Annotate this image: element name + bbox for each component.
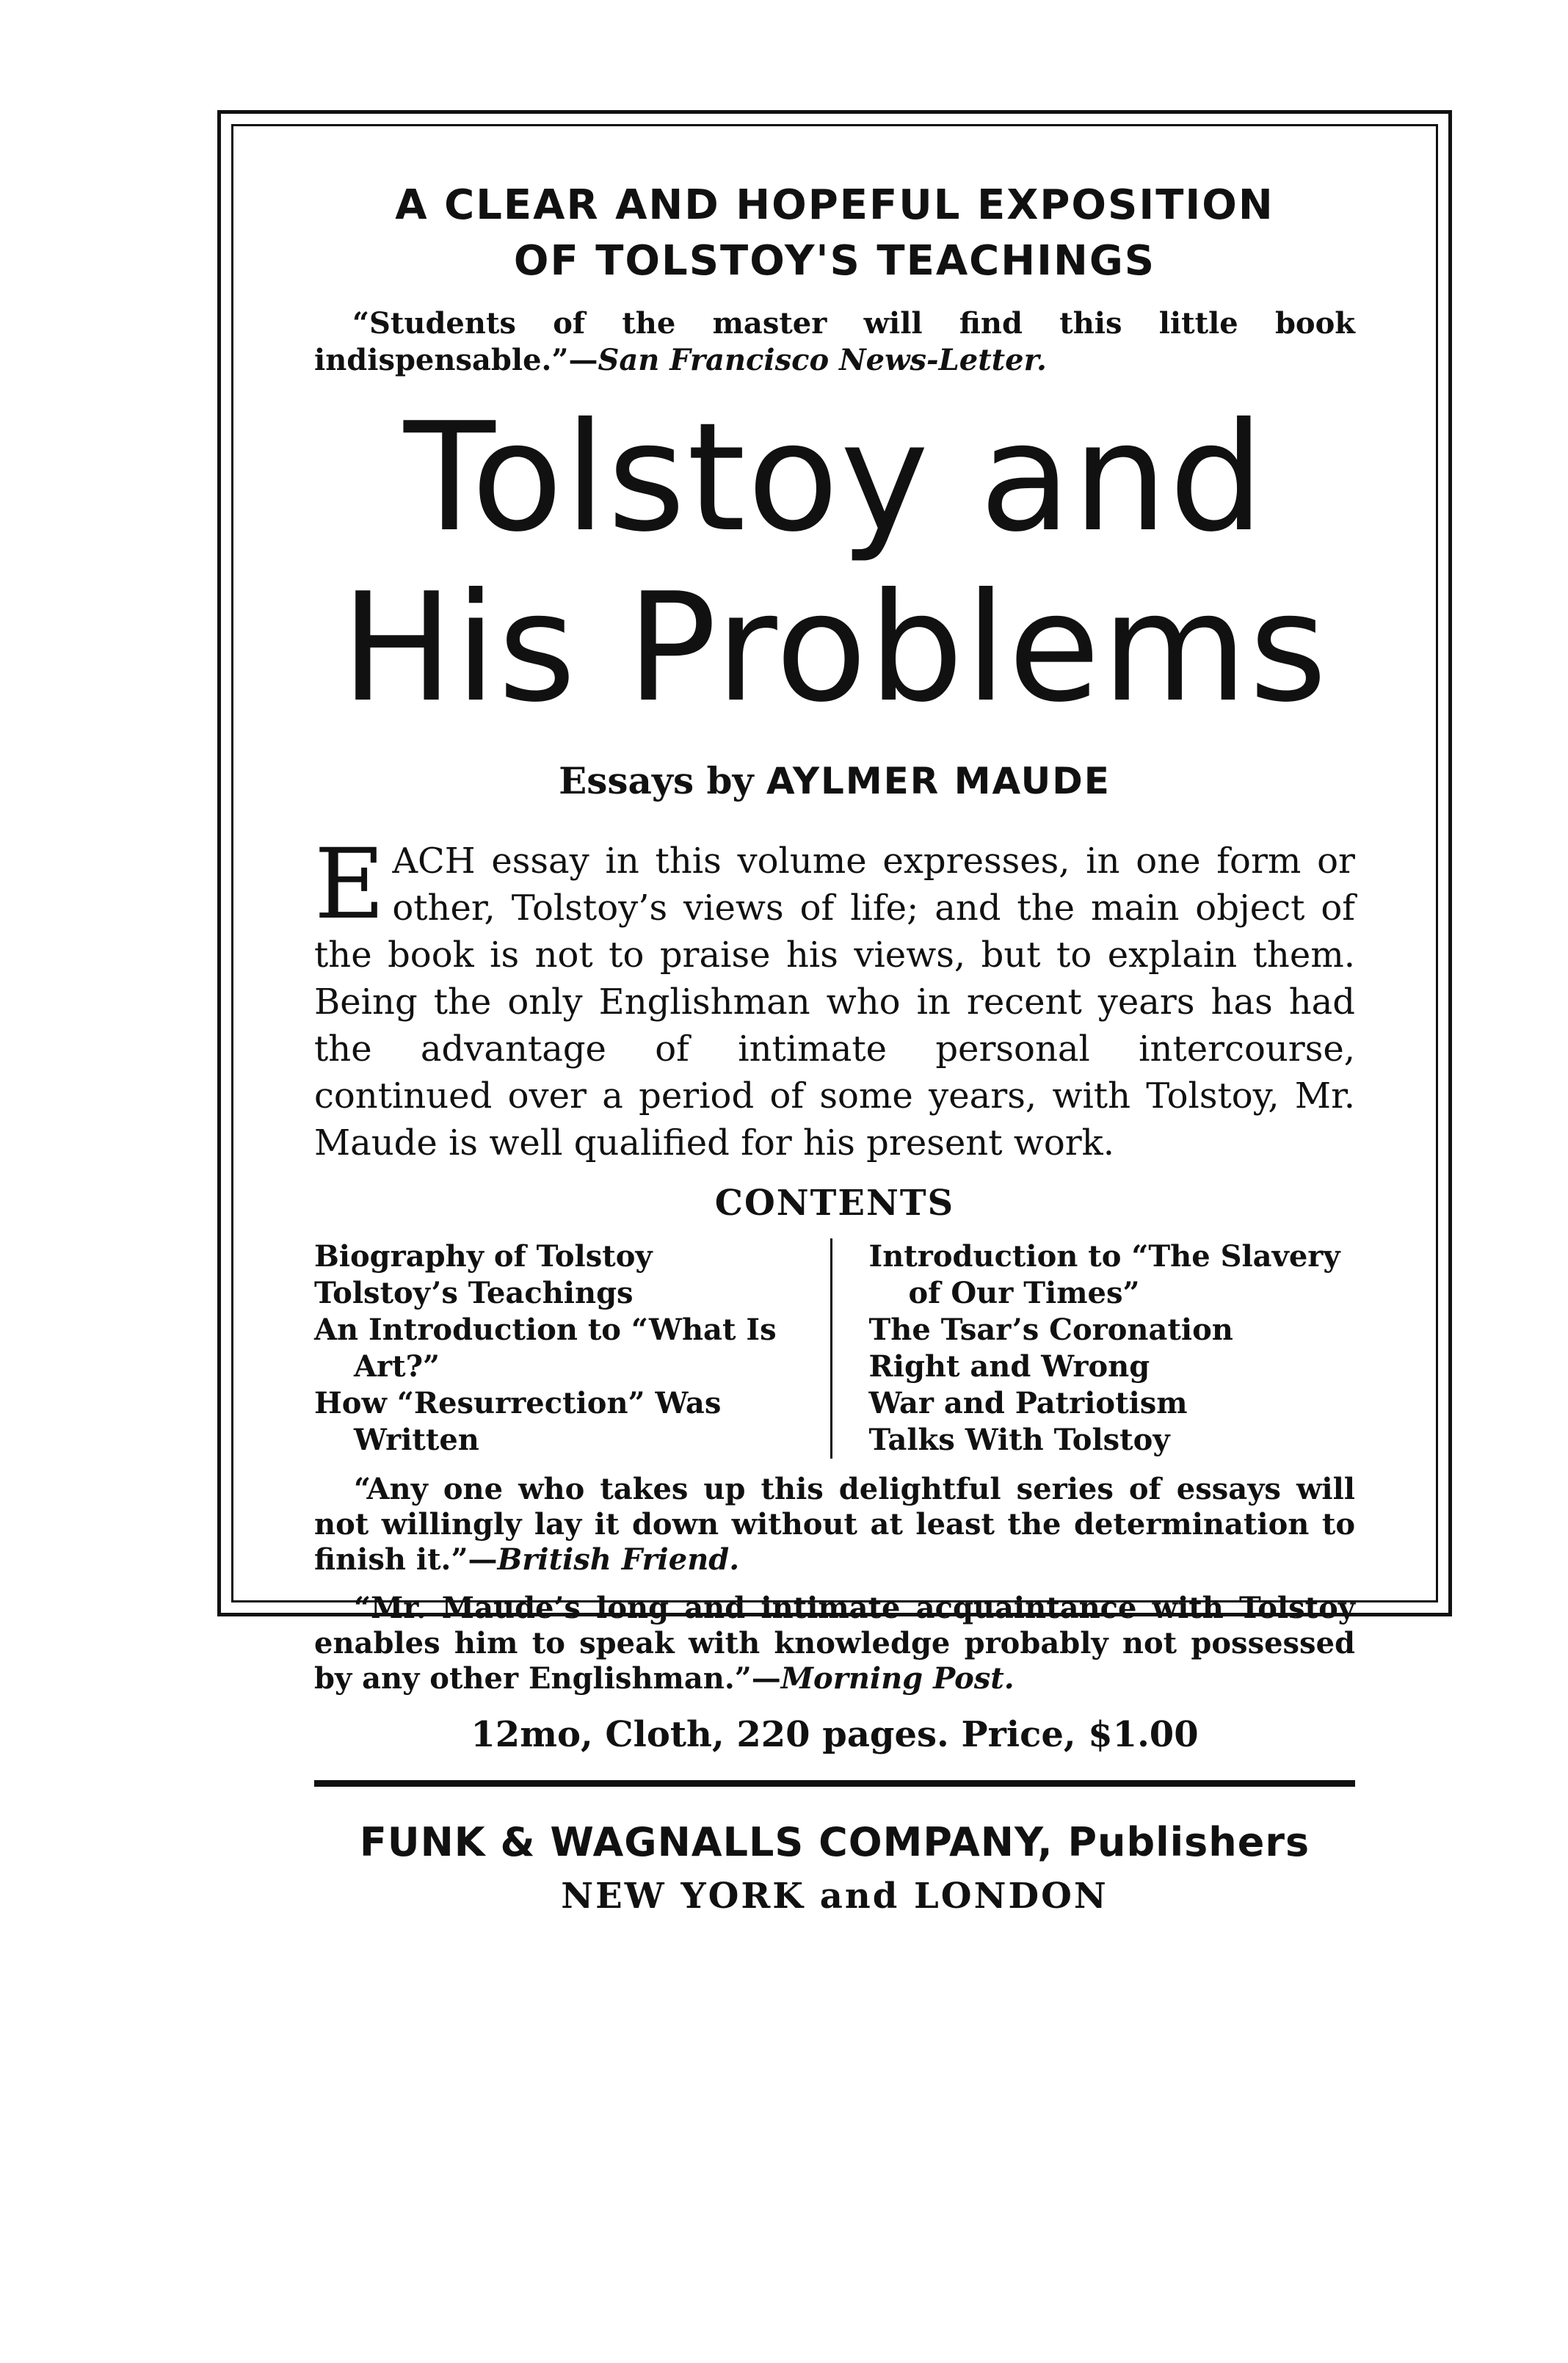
drop-cap: E <box>314 828 385 941</box>
advertisement-content <box>314 178 1355 1917</box>
contents-entry: War and Patriotism <box>868 1386 1188 1420</box>
book-title-line-2: His Problems <box>341 562 1329 736</box>
lead-quote-source: San Francisco News-Letter. <box>598 343 1047 377</box>
heading <box>314 178 1355 289</box>
description <box>314 828 1355 1166</box>
contents-entry: An Introduction to “What Is Art?” <box>314 1313 777 1384</box>
heading-line-2: OF TOLSTOY'S TEACHINGS <box>513 237 1156 285</box>
divider-rule <box>314 1780 1355 1787</box>
page-border-outer <box>217 110 1452 1917</box>
review-quote-source: Morning Post. <box>780 1661 1015 1696</box>
contents-right-column <box>830 1238 1356 1459</box>
book-title-line-1: Tolstoy and <box>404 391 1266 565</box>
description-text: ACH essay in this volume expresses, in one form or other, Tolstoy’s views of life; and the main object of the book is not to praise his views, but to explain them. Being the only Englishman who in recent years has had the advantage of intimate personal intercourse, continued over a period of some years, with Tolstoy, Mr. Maude is well qualified for his present work. <box>314 841 1355 1164</box>
contents-entry: The Tsar’s Coronation <box>868 1313 1233 1347</box>
book-title <box>314 393 1355 734</box>
contents-entry: Tolstoy’s Teachings <box>314 1276 634 1310</box>
byline <box>314 759 1355 802</box>
contents-entry: Biography of Tolstoy <box>314 1239 653 1274</box>
contents-entry: Introduction to “The Slavery of Our Times” <box>868 1239 1340 1310</box>
price-line: 12mo, Cloth, 220 pages. Price, $1.00 <box>471 1714 1199 1755</box>
review-quote <box>314 1472 1355 1578</box>
review-quote <box>314 1591 1355 1696</box>
review-quote-source: British Friend. <box>497 1542 740 1577</box>
author-name: AYLMER MAUDE <box>766 760 1111 802</box>
publisher-cities: NEW YORK and LONDON <box>561 1876 1108 1917</box>
review-quote-text: “Any one who takes up this delightful series of essays will not willingly lay it down without at least the determination to finish it.”— <box>314 1472 1355 1577</box>
byline-prefix: Essays by <box>559 759 766 802</box>
contents-entry: Right and Wrong <box>868 1349 1150 1384</box>
contents-entry: Talks With Tolstoy <box>868 1423 1170 1457</box>
contents-left-column <box>314 1238 830 1459</box>
contents-title: CONTENTS <box>714 1183 955 1224</box>
publisher-name: FUNK & WAGNALLS COMPANY, Publishers <box>359 1819 1310 1865</box>
lead-quote <box>314 305 1355 379</box>
page-border-inner <box>231 124 1438 1917</box>
contents-list <box>314 1238 1355 1459</box>
contents-entry: How “Resurrection” Was Written <box>314 1386 722 1457</box>
review-quote-text: “Mr. Maude’s long and intimate acquaintance with Tolstoy enables him to speak with knowledge probably not possessed by any other Englishman.”— <box>314 1591 1355 1696</box>
lead-quote-text: “Students of the master will find this little book indispensable.”— <box>314 306 1355 377</box>
heading-line-1: A CLEAR AND HOPEFUL EXPOSITION <box>395 181 1274 229</box>
